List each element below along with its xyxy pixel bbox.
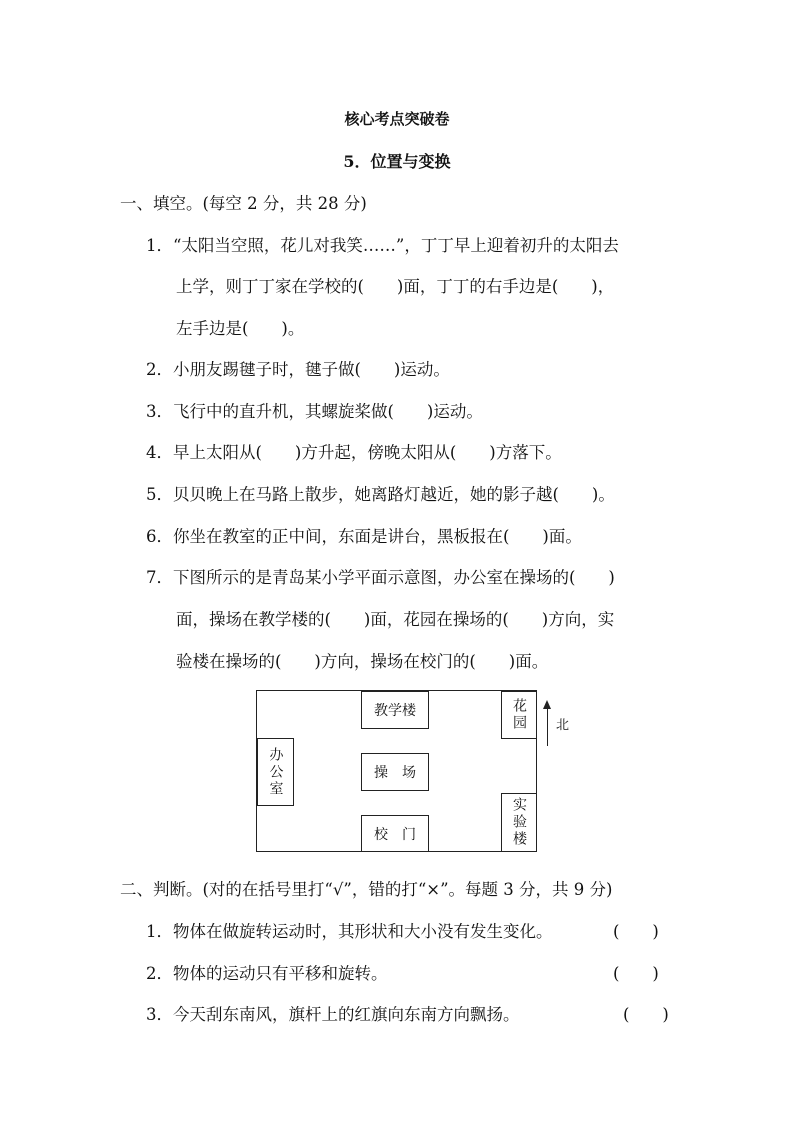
school-map bbox=[256, 690, 537, 852]
map-lab-building bbox=[501, 793, 537, 852]
question-3: 3．飞行中的直升机，其螺旋桨做( )运动。 bbox=[146, 402, 483, 421]
map-garden-label: 花园 bbox=[511, 698, 527, 732]
judge-question-2: 2．物体的运动只有平移和旋转。 bbox=[146, 964, 388, 983]
map-teaching-building: 教学楼 bbox=[361, 691, 429, 729]
section2-heading: 二、判断。(对的在括号里打“√”，错的打“×”。每题 3 分，共 9 分) bbox=[120, 880, 613, 899]
question-2: 2．小朋友踢毽子时，毽子做( )运动。 bbox=[146, 360, 450, 379]
judge-question-1: 1．物体在做旋转运动时，其形状和大小没有发生变化。 bbox=[146, 922, 553, 941]
judge-question-3: 3．今天刮东南风，旗杆上的红旗向东南方向飘扬。 bbox=[146, 1005, 520, 1024]
question-7-line-1: 7．下图所示的是青岛某小学平面示意图，办公室在操场的( ) bbox=[146, 568, 615, 587]
question-1-line-2: 上学，则丁丁家在学校的( )面，丁丁的右手边是( )， bbox=[176, 277, 615, 296]
page-title: 核心考点突破卷 bbox=[344, 110, 450, 128]
question-1-line-3: 左手边是( )。 bbox=[176, 319, 305, 338]
map-lab-building-label: 实验楼 bbox=[511, 797, 527, 848]
map-playground: 操 场 bbox=[361, 753, 429, 791]
judge-answer-paren-2: ( ) bbox=[613, 964, 659, 983]
question-6: 6．你坐在教室的正中间，东面是讲台，黑板报在( )面。 bbox=[146, 527, 582, 546]
north-arrow-shaft bbox=[547, 706, 548, 746]
question-7-line-2: 面，操场在教学楼的( )面，花园在操场的( )方向，实 bbox=[176, 610, 615, 629]
north-indicator bbox=[542, 700, 582, 748]
judge-answer-paren-1: ( ) bbox=[613, 922, 659, 941]
page-subtitle: 5．位置与变换 bbox=[343, 152, 451, 171]
question-5: 5．贝贝晚上在马路上散步，她离路灯越近，她的影子越( )。 bbox=[146, 485, 615, 504]
question-7-line-3: 验楼在操场的( )方向，操场在校门的( )面。 bbox=[176, 652, 549, 671]
map-office-label: 办公室 bbox=[267, 746, 284, 798]
question-4: 4．早上太阳从( )方升起，傍晚太阳从( )方落下。 bbox=[146, 443, 562, 462]
north-label: 北 bbox=[556, 718, 570, 733]
map-office bbox=[257, 738, 294, 806]
question-1-line-1: 1．“太阳当空照，花儿对我笑……”，丁丁早上迎着初升的太阳去 bbox=[146, 236, 619, 255]
map-school-gate: 校 门 bbox=[361, 815, 429, 852]
section1-heading: 一、填空。(每空 2 分，共 28 分) bbox=[120, 194, 367, 213]
judge-answer-paren-3: ( ) bbox=[623, 1005, 669, 1024]
map-garden bbox=[501, 691, 537, 739]
